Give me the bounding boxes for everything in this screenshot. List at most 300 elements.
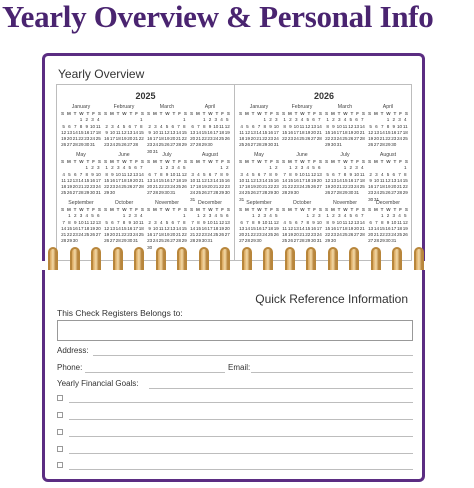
day-number: 27 [391, 190, 397, 196]
month-name: November [155, 200, 179, 206]
day-number: 10 [239, 177, 245, 183]
day-number: 28 [72, 142, 78, 148]
address-line[interactable] [93, 355, 413, 356]
goal-checkbox[interactable] [57, 462, 63, 468]
day-number: 7 [337, 171, 341, 177]
day-number: 10 [336, 123, 342, 129]
weekday-label: T [350, 111, 354, 116]
weekday-label: W [300, 159, 305, 164]
day-number: 22 [78, 136, 84, 142]
day-number: 11 [299, 123, 305, 129]
day-number: 25 [213, 232, 219, 238]
day-number: 8 [326, 219, 329, 225]
goal-checkbox[interactable] [57, 395, 63, 401]
day-number: 20 [224, 225, 230, 231]
day-number: 4 [159, 123, 163, 129]
day-number: 28 [359, 232, 365, 238]
goal-checkbox[interactable] [57, 412, 63, 418]
day-number: 14 [359, 219, 365, 225]
day-number: 13 [72, 177, 78, 183]
weekday-label: S [368, 111, 372, 116]
day-number: 23 [207, 136, 213, 142]
weekday-label: M [152, 111, 157, 116]
weekday-label: F [135, 159, 138, 164]
weekday-label: S [147, 207, 151, 212]
day-number: 8 [283, 123, 286, 129]
day-number [403, 142, 408, 148]
day-number: 31 [391, 238, 397, 244]
day-number: 17 [115, 177, 121, 183]
day-number: 4 [214, 213, 218, 219]
weekday-label: F [356, 207, 359, 212]
day-number: 9 [349, 171, 353, 177]
email-line[interactable] [251, 372, 413, 373]
day-number: 14 [213, 177, 219, 183]
day-number [219, 238, 224, 244]
weekday-label: F [221, 159, 224, 164]
month-name: August [201, 152, 219, 158]
month-name: October [292, 200, 312, 206]
day-number: 31 [273, 142, 279, 148]
day-number: 17 [170, 177, 176, 183]
day-number: 2 [392, 117, 396, 123]
day-number [397, 238, 402, 244]
weekday-label: T [73, 111, 77, 116]
day-number: 3 [263, 213, 267, 219]
weekday-label: M [66, 207, 71, 212]
day-number: 7 [134, 123, 137, 129]
month-name: November [333, 200, 357, 206]
day-number: 16 [72, 225, 78, 231]
day-number: 18 [175, 177, 182, 183]
day-number: 5 [105, 219, 108, 225]
weekday-label: T [337, 159, 341, 164]
year-calendar-2026 [235, 85, 413, 260]
day-number: 19 [348, 129, 354, 135]
day-number: 26 [121, 142, 127, 148]
day-number: 22 [250, 232, 256, 238]
day-number: 22 [402, 184, 408, 190]
day-number: 4 [343, 213, 347, 219]
day-number: 13 [170, 129, 176, 135]
day-number: 8 [68, 219, 71, 225]
day-number: 6 [257, 171, 261, 177]
weekday-label: T [350, 159, 354, 164]
day-number: 21 [132, 136, 139, 142]
day-number: 30 [330, 142, 337, 148]
day-number: 21 [359, 129, 365, 135]
day-number: 29 [218, 190, 225, 196]
day-number: 27 [353, 136, 360, 142]
day-number: 2 [289, 117, 292, 123]
day-number: 14 [72, 129, 78, 135]
day-number: 6 [355, 213, 358, 219]
day-number [213, 142, 218, 148]
day-number: 17 [207, 225, 213, 231]
day-number: 29 [66, 238, 73, 244]
day-number: 20 [316, 177, 322, 183]
day-number: 4 [269, 213, 272, 219]
day-number [139, 238, 144, 244]
day-number: 5 [246, 123, 249, 129]
day-number: 30 [385, 238, 391, 244]
belongs-to-field[interactable] [57, 320, 413, 341]
day-number: 30 [330, 238, 337, 244]
month-name: April [382, 104, 394, 110]
goal-line[interactable] [69, 436, 413, 437]
month-name: August [379, 152, 397, 158]
weekday-label: S [61, 111, 65, 116]
day-number: 11 [121, 171, 127, 177]
month-calendar [239, 151, 279, 203]
day-number: 9 [208, 123, 212, 129]
weekday-label: S [183, 159, 187, 164]
day-number: 7 [398, 171, 401, 177]
day-number: 8 [220, 171, 223, 177]
day-number: 25 [267, 232, 274, 238]
day-number: 24 [373, 190, 380, 196]
day-number: 30 [109, 190, 116, 196]
day-number: 10 [391, 219, 397, 225]
day-number: 23 [391, 136, 397, 142]
day-number: 20 [127, 136, 133, 142]
month-calendar [325, 103, 365, 149]
day-number: 20 [368, 232, 374, 238]
day-number: 27 [95, 232, 101, 238]
day-number: 5 [386, 171, 390, 177]
day-number: 27 [207, 190, 213, 196]
weekday-label: S [239, 111, 243, 116]
day-number: 26 [310, 184, 317, 190]
day-number: 14 [359, 123, 365, 129]
day-number: 9 [289, 123, 292, 129]
day-number: 18 [282, 232, 288, 238]
weekday-label: T [307, 207, 311, 212]
day-number: 4 [361, 165, 364, 171]
day-number [262, 238, 267, 244]
day-number: 15 [325, 129, 331, 135]
day-number [311, 190, 316, 196]
week-row [239, 142, 279, 148]
day-number: 29 [158, 190, 164, 196]
month-calendar [325, 151, 365, 197]
day-number: 20 [373, 136, 380, 142]
year-label: 2026 [313, 91, 335, 101]
day-number: 16 [84, 129, 90, 135]
day-number: 28 [244, 238, 251, 244]
day-number: 12 [305, 123, 311, 129]
day-number: 4 [398, 213, 401, 219]
day-number: 31 [89, 142, 96, 148]
day-number: 1 [251, 213, 255, 219]
day-number: 7 [116, 219, 120, 225]
month-calendar [104, 199, 144, 245]
day-number: 4 [404, 117, 407, 123]
day-number: 6 [369, 219, 372, 225]
goal-line[interactable] [69, 419, 413, 420]
day-number: 11 [176, 171, 181, 177]
day-number: 12 [310, 171, 317, 177]
weekday-label: S [226, 207, 230, 212]
goal-line[interactable] [69, 469, 413, 470]
day-number: 8 [306, 219, 310, 225]
day-number: 7 [300, 219, 304, 225]
week-row [147, 190, 187, 196]
month-calendar [368, 151, 408, 203]
day-number: 23 [293, 184, 299, 190]
day-number: 28 [299, 238, 305, 244]
day-number: 14 [262, 177, 268, 183]
day-number: 28 [282, 190, 288, 196]
day-number: 14 [132, 129, 139, 135]
day-number: 22 [287, 184, 294, 190]
day-number: 10 [115, 171, 121, 177]
weekday-label: T [251, 159, 255, 164]
day-number: 5 [369, 123, 372, 129]
day-number: 30 [368, 196, 374, 202]
day-number: 7 [177, 219, 180, 225]
day-number: 25 [95, 136, 101, 142]
day-number: 3 [191, 171, 194, 177]
day-number: 22 [158, 184, 164, 190]
month-calendar [104, 103, 144, 149]
weekday-label: S [318, 159, 322, 164]
day-number: 11 [61, 177, 67, 183]
day-number: 12 [89, 219, 96, 225]
day-number: 17 [190, 184, 196, 190]
day-number: 6 [294, 219, 298, 225]
day-number: 8 [269, 171, 272, 177]
month-calendar [104, 151, 144, 197]
day-number: 6 [392, 171, 396, 177]
month-calendar [282, 199, 322, 245]
day-number: 12 [250, 177, 256, 183]
month-name: September [246, 200, 272, 206]
month-calendar [147, 199, 187, 251]
day-number [90, 238, 95, 244]
day-number: 19 [402, 225, 408, 231]
day-number: 3 [355, 165, 358, 171]
day-number: 29 [305, 238, 311, 244]
goals-label: Yearly Financial Goals: [57, 379, 139, 388]
day-number: 13 [127, 129, 133, 135]
day-number: 27 [256, 190, 262, 196]
day-number: 5 [68, 171, 71, 177]
day-number: 22 [305, 232, 311, 238]
day-number: 11 [84, 219, 90, 225]
day-number: 7 [361, 213, 364, 219]
day-number: 25 [244, 190, 251, 196]
day-number: 20 [147, 184, 153, 190]
day-number: 6 [355, 117, 358, 123]
weekday-label: W [79, 159, 84, 164]
day-number: 26 [368, 142, 374, 148]
day-number: 26 [181, 184, 187, 190]
weekday-label: S [226, 159, 230, 164]
weekday-label: T [215, 207, 219, 212]
month-calendar [368, 196, 408, 245]
day-number [127, 190, 132, 196]
weekday-label: T [116, 159, 120, 164]
day-number: 29 [379, 238, 385, 244]
day-number: 16 [293, 177, 299, 183]
weekday-label: M [109, 111, 114, 116]
day-number: 18 [342, 225, 348, 231]
weekday-label: W [300, 207, 305, 212]
day-number: 28 [195, 142, 202, 148]
day-number: 18 [342, 129, 348, 135]
day-number: 27 [72, 190, 78, 196]
day-number: 30 [256, 238, 262, 244]
day-number: 26 [104, 238, 110, 244]
day-number: 4 [62, 171, 65, 177]
phone-line[interactable] [85, 372, 225, 373]
weekday-label: S [147, 111, 151, 116]
day-number: 2 [369, 171, 372, 177]
day-number: 1 [79, 117, 83, 123]
day-number: 14 [282, 177, 288, 183]
weekday-label: F [92, 111, 95, 116]
day-number: 11 [95, 123, 101, 129]
day-number: 23 [330, 232, 337, 238]
day-number: 17 [273, 129, 279, 135]
day-number: 26 [127, 184, 133, 190]
day-number: 15 [250, 225, 256, 231]
day-number: 29 [325, 142, 331, 148]
weekday-label: F [270, 159, 273, 164]
day-number: 11 [158, 225, 164, 231]
day-number: 19 [368, 136, 374, 142]
day-number: 26 [348, 136, 354, 142]
day-number: 6 [240, 219, 243, 225]
goal-line[interactable] [69, 402, 413, 403]
weekday-label: S [282, 207, 286, 212]
weekday-label: S [368, 207, 372, 212]
month-calendar [282, 151, 322, 197]
day-number: 15 [305, 225, 311, 231]
day-number: 2 [111, 165, 114, 171]
day-number: 27 [316, 184, 322, 190]
weekday-label: S [226, 111, 230, 116]
weekday-label: W [122, 207, 127, 212]
day-number: 29 [250, 238, 256, 244]
weekday-label: W [386, 159, 391, 164]
weekday-label: F [313, 159, 316, 164]
day-number: 23 [84, 136, 90, 142]
day-number: 12 [66, 177, 73, 183]
day-number: 2 [332, 213, 335, 219]
day-number: 26 [218, 232, 225, 238]
weekday-label: M [195, 207, 200, 212]
day-number: 26 [224, 136, 230, 142]
day-number: 6 [332, 171, 335, 177]
weekday-label: S [282, 159, 286, 164]
day-number: 8 [140, 123, 143, 129]
month-name: May [76, 152, 86, 158]
weekday-label: W [165, 111, 170, 116]
yearly-overview-title: Yearly Overview [58, 67, 145, 81]
day-number: 12 [325, 177, 331, 183]
day-number: 4 [343, 117, 347, 123]
day-number: 13 [207, 177, 213, 183]
day-number: 25 [84, 232, 90, 238]
day-number: 21 [359, 225, 365, 231]
day-number: 15 [138, 129, 144, 135]
weekday-label: S [104, 207, 108, 212]
day-number: 15 [104, 177, 110, 183]
day-number: 19 [164, 232, 170, 238]
day-number: 5 [165, 123, 169, 129]
day-number: 15 [181, 129, 187, 135]
week-row [104, 142, 144, 148]
goal-checkbox[interactable] [57, 446, 63, 452]
day-number: 23 [201, 232, 207, 238]
day-number: 16 [207, 129, 213, 135]
weekday-label: S [404, 159, 408, 164]
day-number: 14 [379, 129, 385, 135]
weekday-label: S [325, 159, 329, 164]
weekday-label: S [318, 207, 322, 212]
day-number: 30 [273, 190, 279, 196]
weekday-label: M [373, 159, 378, 164]
day-number: 28 [175, 142, 182, 148]
day-number: 10 [396, 123, 403, 129]
day-number: 20 [109, 232, 116, 238]
weekday-label: S [275, 111, 279, 116]
day-number: 15 [325, 225, 331, 231]
goal-line[interactable] [69, 453, 413, 454]
day-number: 19 [164, 136, 170, 142]
weekday-label: S [190, 159, 194, 164]
day-number: 8 [85, 171, 89, 177]
day-number: 10 [373, 177, 380, 183]
day-number: 11 [359, 171, 365, 177]
goal-checkbox[interactable] [57, 429, 63, 435]
day-number: 25 [239, 142, 245, 148]
day-number [274, 238, 279, 244]
day-number: 4 [283, 219, 286, 225]
day-number: 2 [105, 123, 108, 129]
day-number: 8 [289, 171, 292, 177]
day-number: 28 [213, 190, 219, 196]
day-number: 10 [109, 129, 116, 135]
weekday-label: M [373, 207, 378, 212]
day-number: 27 [132, 184, 139, 190]
day-number: 22 [104, 184, 110, 190]
day-number: 29 [181, 142, 187, 148]
day-number: 12 [61, 129, 67, 135]
weekday-label: M [152, 159, 157, 164]
day-number: 7 [361, 117, 364, 123]
day-number: 9 [202, 219, 206, 225]
goals-line[interactable] [149, 388, 413, 389]
day-number: 6 [148, 171, 151, 177]
weekday-label: W [343, 159, 348, 164]
weekday-label: W [257, 159, 262, 164]
day-number: 25 [121, 184, 127, 190]
week-row [104, 238, 144, 244]
day-number: 19 [218, 225, 225, 231]
yearly-overview-page [42, 53, 425, 261]
weekday-label: S [97, 159, 101, 164]
day-number [354, 238, 359, 244]
month-calendar [325, 199, 365, 245]
day-number: 25 [359, 184, 365, 190]
weekday-label: W [386, 111, 391, 116]
day-number: 10 [336, 219, 342, 225]
day-number: 9 [85, 123, 89, 129]
day-number: 10 [95, 171, 101, 177]
